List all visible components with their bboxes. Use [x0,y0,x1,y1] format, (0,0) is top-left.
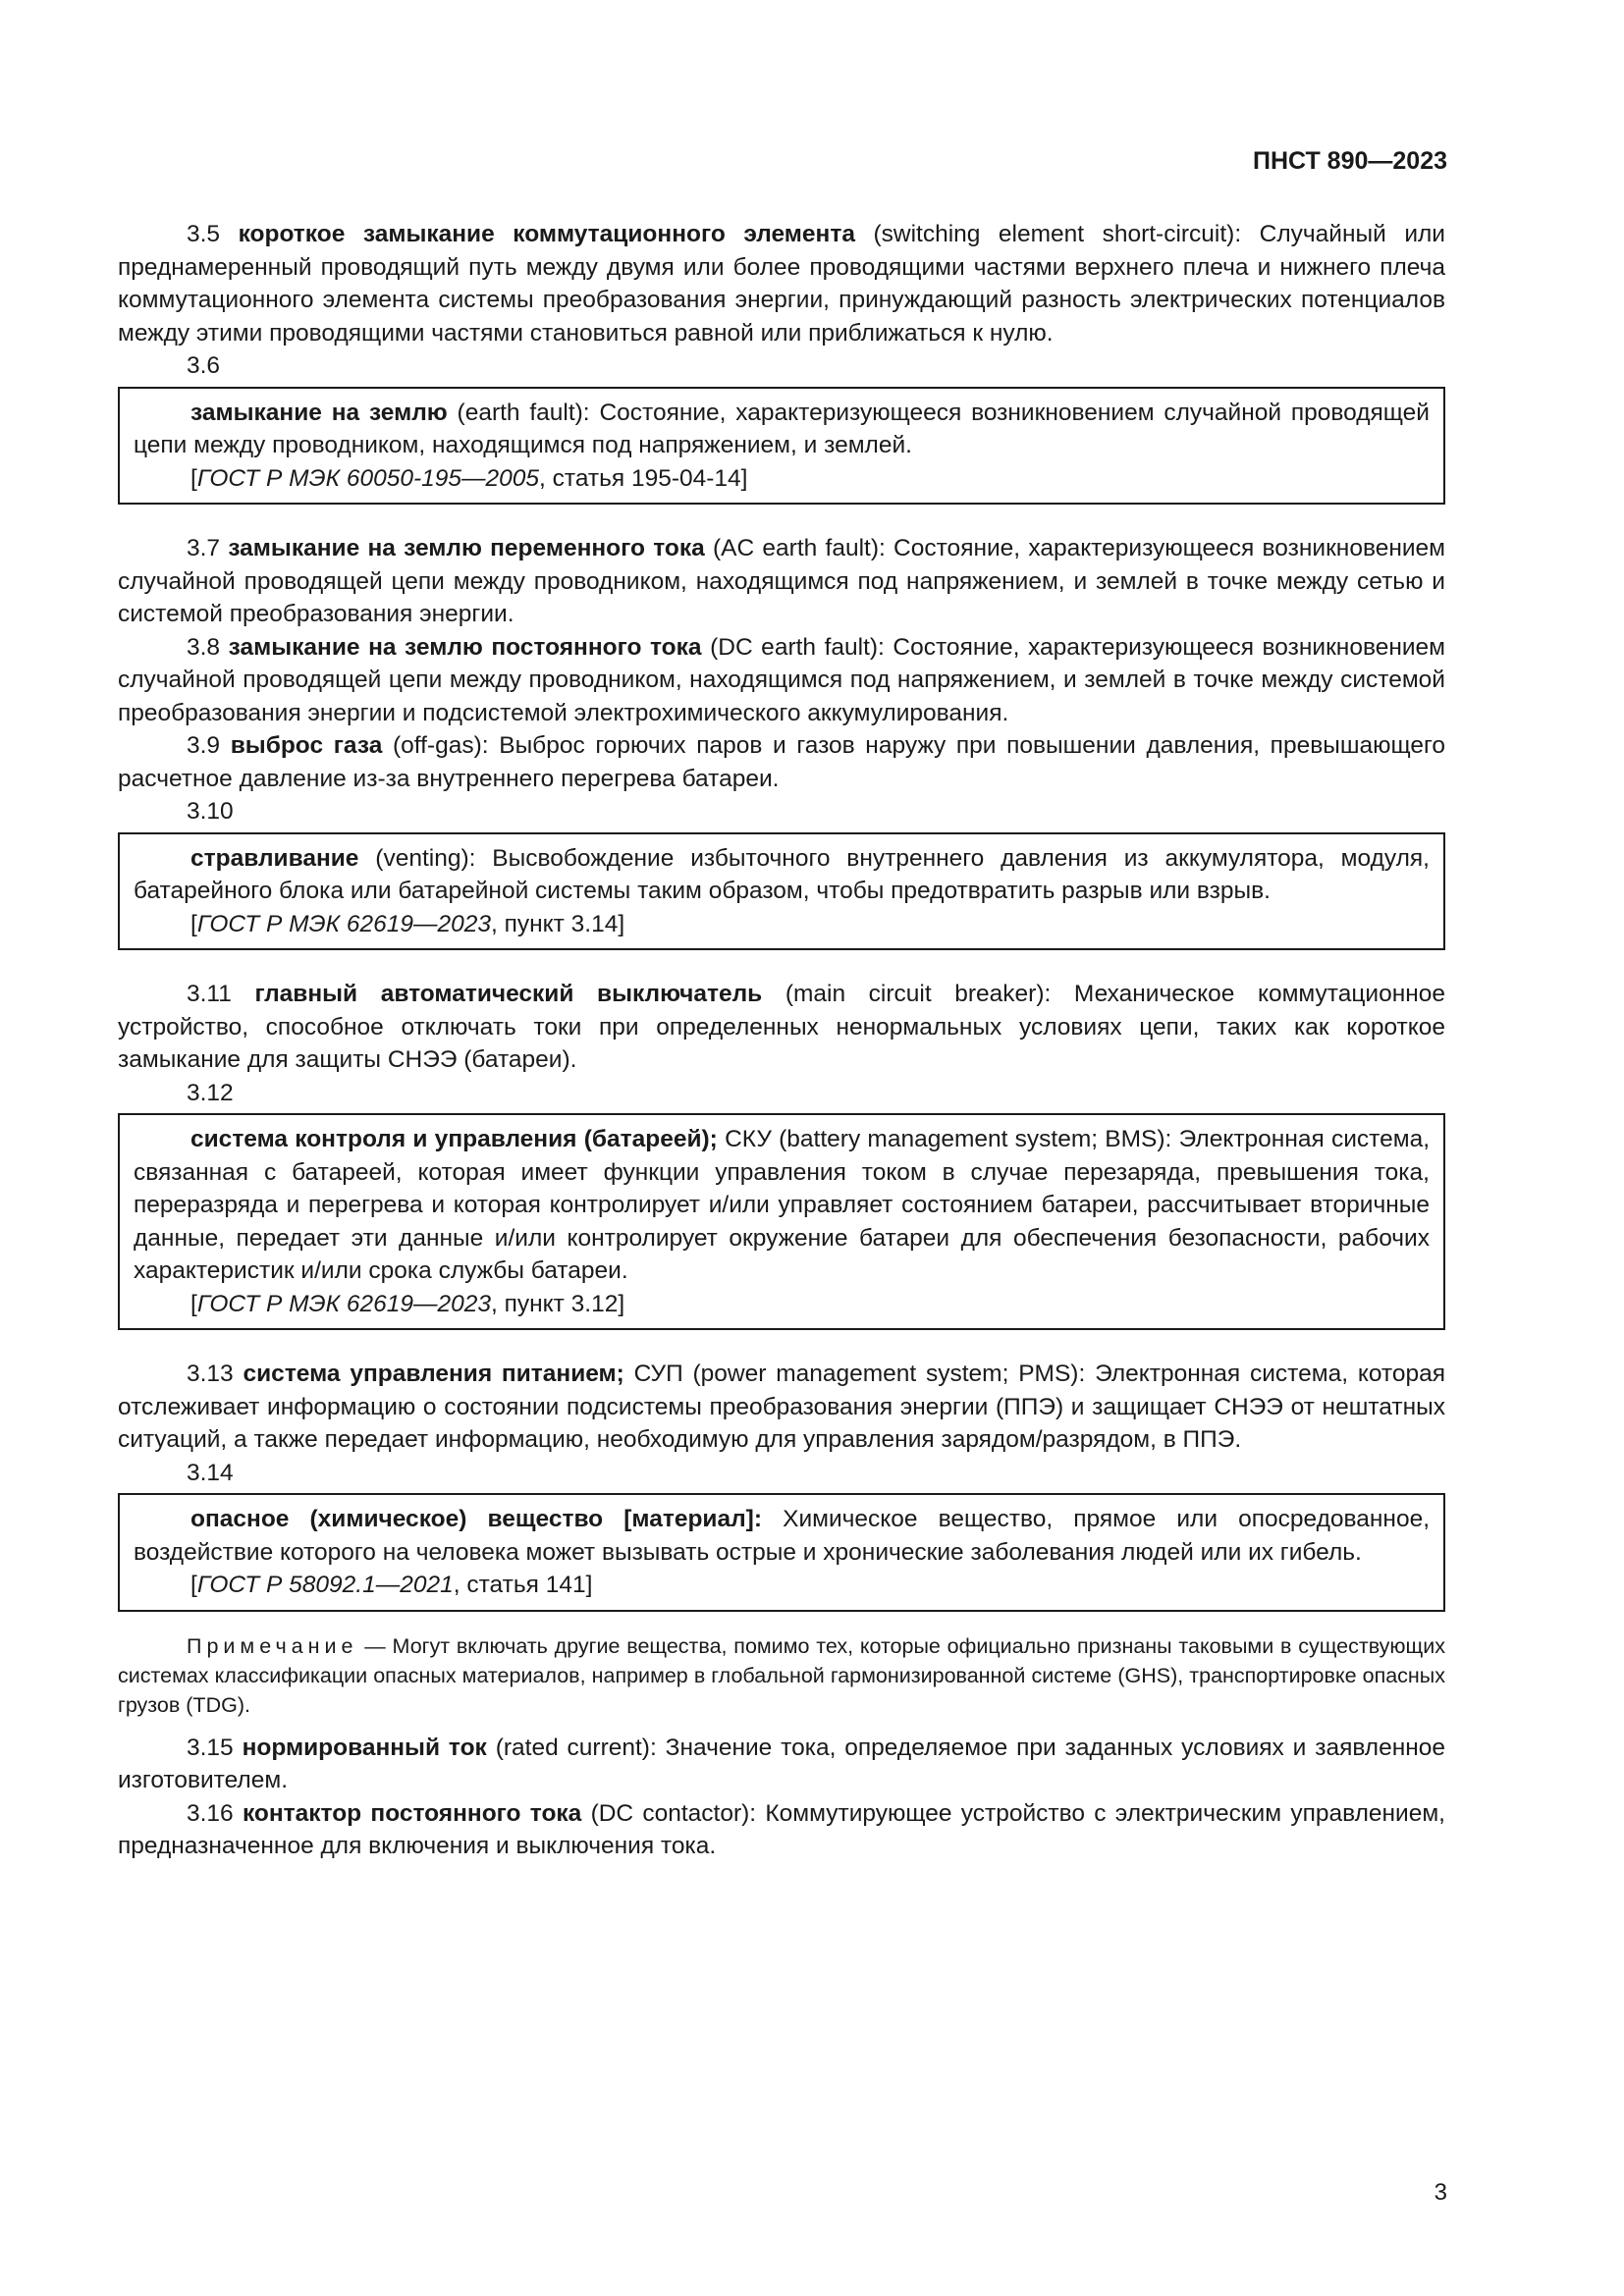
term-name: главный автоматический выключатель [254,981,763,1007]
term-3-6 [134,397,1430,462]
note-label: Примечание [187,1633,358,1658]
term-definition: Коммутирующее устройство с электрическим управлением, предназначенное для включения и выключения тока. [118,1799,1445,1859]
term-box-3-12 [118,1113,1445,1330]
term-english: (DC contactor): [590,1799,757,1827]
term-3-13 [118,1358,1445,1457]
term-name: нормированный ток [242,1734,487,1761]
term-source: [ГОСТ Р МЭК 62619—2023, пункт 3.14] [190,910,625,937]
term-number: 3.11 [187,981,232,1007]
term-name: замыкание на землю переменного тока [228,535,705,561]
note [118,1631,1445,1720]
source-reference: , пункт 3.12] [490,1290,625,1317]
term-source: [ГОСТ Р МЭК 62619—2023, пункт 3.12] [190,1290,625,1317]
term-number: 3.7 [187,535,221,561]
term-source: [ГОСТ Р МЭК 60050-195—2005, статья 195-04-14] [190,464,748,492]
term-number: 3.16 [187,1799,234,1827]
term-name: контактор постоянного тока [242,1799,582,1827]
source-standard: ГОСТ Р МЭК 60050-195—2005 [196,464,540,492]
term-3-12 [134,1123,1430,1288]
term-number-3-10: 3.10 [187,798,234,825]
term-source: [ГОСТ Р 58092.1—2021, статья 141] [190,1572,593,1598]
term-definition: Случайный или преднамеренный проводящий путь между двумя или более проводящими частями верхнего плеча и нижнего плеча коммутационного элемента системы преобразования энергии, принуждающий разность электрических потенциалов между этими проводящими частями становиться равной или приближаться к нулю. [118,221,1445,347]
term-number: 3.9 [187,732,221,759]
term-definition: Значение тока, определяемое при заданных условиях и заявленное изготовителем. [118,1734,1446,1793]
term-definition: Механическое коммутационное устройство, способное отключать токи при определенных ненормальных условиях цепи, таких как короткое замыкание для защиты СНЭЭ (батареи). [118,981,1446,1073]
term-3-14 [134,1503,1430,1569]
term-number-3-6: 3.6 [187,352,221,379]
term-3-10 [134,842,1430,908]
term-english: (main circuit breaker): [785,981,1052,1007]
term-name: замыкание на землю постоянного тока [228,633,702,661]
term-number: 3.13 [187,1361,234,1387]
term-english: (rated current): [495,1734,657,1761]
term-name: стравливание [190,844,359,872]
term-number: 3.5 [187,221,221,247]
source-standard: ГОСТ Р МЭК 62619—2023 [196,910,491,937]
document-code: ПНСТ 890—2023 [1253,147,1447,175]
term-definition: Выброс горючих паров и газов наружу при повышении давления, превышающего расчетное давление из-за внутреннего перегрева батареи. [118,732,1446,792]
term-english: СУП (power management system; PMS): [633,1361,1086,1387]
term-definition: Электронная система, которая отслеживает информацию о состоянии подсистемы преобразования энергии (ППЭ) и защищает СНЭЭ от нештатных ситуаций, а также передает информацию, необходимую для управления зарядом/разрядом, в ППЭ. [118,1361,1446,1453]
term-3-16 [118,1797,1445,1863]
term-3-8 [118,631,1445,730]
term-3-11 [118,978,1445,1077]
source-standard: ГОСТ Р 58092.1—2021 [196,1572,454,1598]
term-box-3-14 [118,1493,1445,1612]
term-name: система управления питанием; [243,1361,624,1387]
term-name: опасное (химическое) вещество [материал]: [190,1506,762,1532]
term-name: выброс газа [230,732,383,759]
document-body [118,218,1445,1863]
term-english: (AC earth fault): [713,535,886,561]
term-box-3-6 [118,387,1445,506]
term-number: 3.15 [187,1734,234,1761]
term-definition: Электронная система, связанная с батареей, которая имеет функции управления током в случае перезаряда, превышения тока, переразряда и перегрева и которая контролирует и/или управляет состоянием батареи, рассчитывает вторичные данные, передает эти данные и/или контролирует окружение батареи для обеспечения безопасности, рабочих характеристик и/или срока службы батареи. [134,1126,1431,1284]
term-definition: Высвобождение избыточного внутреннего давления из аккумулятора, модуля, батарейного блока или батарейной системы таким образом, чтобы предотвратить разрыв или взрыв. [134,844,1430,904]
term-definition: Состояние, характеризующееся возникновением случайной проводящей цепи между проводником, находящимся под напряжением, и землей в точке между сетью и системой преобразования энергии. [118,535,1446,627]
source-reference: , пункт 3.14] [490,910,625,937]
source-reference: , статья 195-04-14] [539,464,748,492]
term-3-7 [118,532,1445,631]
term-number-3-12: 3.12 [187,1079,234,1106]
term-english: (earth fault): [457,399,590,426]
term-3-5 [118,218,1445,349]
source-reference: , статья 141] [453,1572,593,1598]
note-text: — Могут включать другие вещества, помимо тех, которые официально признаны таковыми в существующих системах классификации опасных материалов, например в глобальной гармонизированной системе (GHS), транспортировке опасных грузов (TDG). [118,1633,1445,1717]
term-english: СКУ (battery management system; BMS): [725,1126,1172,1152]
term-box-3-10 [118,832,1445,951]
term-name: короткое замыкание коммутационного элемента [238,221,855,247]
term-name: замыкание на землю [190,399,448,426]
term-number: 3.8 [187,633,221,661]
term-english: (off-gas): [392,732,489,759]
term-3-15 [118,1732,1445,1797]
term-number-3-14: 3.14 [187,1459,234,1486]
term-definition: Состояние, характеризующееся возникновением случайной проводящей цепи между проводником, находящимся под напряжением, и землей. [134,399,1430,458]
term-english: (venting): [375,844,476,872]
term-definition: Состояние, характеризующееся возникновением случайной проводящей цепи между проводником, находящимся под напряжением, и землей в точке между системой преобразования энергии и подсистемой электрохимического аккумулирования. [118,633,1446,726]
term-3-9 [118,729,1445,795]
term-english: (DC earth fault): [710,633,885,661]
source-standard: ГОСТ Р МЭК 62619—2023 [196,1290,491,1317]
page-number: 3 [1434,2179,1447,2206]
term-definition: Химическое вещество, прямое или опосредованное, воздействие которого на человека может вызывать острые и хронические заболевания людей или их гибель. [134,1506,1431,1566]
term-english: (switching element short-circuit): [873,221,1242,247]
term-name: система контроля и управления (батареей); [190,1126,718,1152]
